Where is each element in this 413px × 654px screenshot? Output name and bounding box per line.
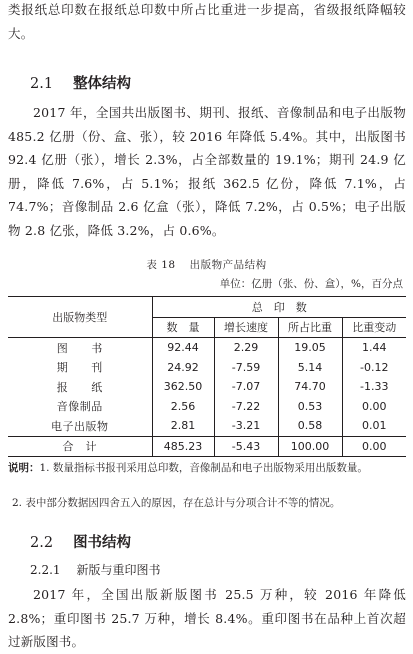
- row-label: 报 纸: [8, 377, 152, 397]
- column-header-type: 出版物类型: [8, 297, 152, 338]
- cell-growth: 2.29: [214, 338, 278, 358]
- section-heading-2-1: [30, 72, 131, 93]
- column-group-header: 总 印 数: [152, 297, 406, 318]
- cell-share: 5.14: [278, 358, 342, 378]
- cell-quantity: 2.81: [152, 416, 214, 436]
- subsection-number: 2.2.1: [30, 563, 61, 577]
- column-header-quantity: 数 量: [152, 317, 214, 338]
- table-header-row-1: [8, 297, 406, 318]
- table-caption-title: 出版物产品结构: [189, 259, 267, 271]
- table-row: [8, 358, 406, 378]
- subsection-title: 新版与重印图书: [76, 563, 161, 577]
- total-share-change: 0.00: [342, 436, 406, 457]
- note-label: 说明：: [8, 462, 40, 474]
- section-title: 整体结构: [73, 76, 132, 92]
- total-share: 100.00: [278, 436, 342, 457]
- cell-growth: -7.59: [214, 358, 278, 378]
- row-label: 电子出版物: [8, 416, 152, 436]
- table-caption: [0, 257, 413, 272]
- cell-quantity: 24.92: [152, 358, 214, 378]
- cell-quantity: 92.44: [152, 338, 214, 358]
- section-number: 2.1: [30, 76, 54, 92]
- cell-share-change: -1.33: [360, 380, 389, 394]
- total-growth: -5.43: [214, 436, 278, 457]
- cell-growth: -3.21: [214, 416, 278, 436]
- table-caption-number: 表 18: [146, 259, 176, 271]
- note-1-text: 1. 数量指标书报刊采用总印数，音像制品和电子出版物采用出版数量。: [39, 462, 368, 474]
- section-number: 2.2: [30, 535, 54, 551]
- paragraph-2-1: 2017 年，全国共出版图书、期刊、报纸、音像制品和电子出版物 485.2 亿册（份、盒、张），较 2016 年降低 5.4%。其中，出版图书 92.4 亿册（张），增长 2.3%，占全部数量的 19.1%；期刊 24.9 亿册，降低 7.6%，占 5.1%；报纸 362.5 亿份，降低 7.1%，占 74.7%；音像制品 2.6 亿盒（张），降低 7.2%，占 0.5%；电子出版物 2.8 亿张，降低 3.2%，占 0.6%。: [8, 105, 406, 238]
- cell-share-change: 1.44: [362, 341, 387, 355]
- cell-growth: -7.22: [214, 397, 278, 417]
- section-title: 图书结构: [73, 535, 132, 551]
- cell-quantity: 2.56: [152, 397, 214, 417]
- cell-share-change: 0.00: [362, 399, 387, 413]
- table-note-2: 2. 表中部分数据因四舍五入的原因，存在总计与分项合计不等的情况。: [12, 497, 341, 509]
- cell-share: 0.53: [278, 397, 342, 417]
- section-heading-2-2: [30, 531, 131, 552]
- intro-paragraph: 类报纸总印数在报纸总印数中所占比重进一步提高，省级报纸降幅较大。: [8, 2, 406, 41]
- paragraph-2-2-1: 2017 年，全国出版新版图书 25.5 万种，较 2016 年降低 2.8%；重印图书 25.7 万种，增长 8.4%。重印图书在品种上首次超过新版图书。: [8, 587, 406, 649]
- total-quantity: 485.23: [152, 436, 214, 457]
- row-label: 音像制品: [8, 397, 152, 417]
- cell-share: 74.70: [278, 377, 342, 397]
- product-structure-table: [8, 296, 406, 457]
- table-row: [8, 397, 406, 417]
- column-header-share-change: 比重变动: [342, 317, 406, 338]
- table-note-1: [8, 461, 406, 476]
- table-row: [8, 377, 406, 397]
- row-label: 期 刊: [8, 358, 152, 378]
- cell-quantity: 362.50: [152, 377, 214, 397]
- total-label: 合 计: [8, 436, 152, 457]
- cell-share-change: -0.12: [360, 360, 389, 374]
- column-header-growth: 增长速度: [214, 317, 278, 338]
- row-label: 图 书: [8, 338, 152, 358]
- table-total-row: [8, 436, 406, 457]
- table-row: [8, 338, 406, 358]
- table-row: [8, 416, 406, 436]
- cell-share-change: 0.01: [362, 419, 387, 433]
- table-unit: 单位：亿册（张、份、盒），%，百分点: [219, 278, 403, 290]
- cell-growth: -7.07: [214, 377, 278, 397]
- cell-share: 19.05: [278, 338, 342, 358]
- column-header-share: 所占比重: [278, 317, 342, 338]
- subsection-heading-2-2-1: [30, 561, 161, 578]
- cell-share: 0.58: [278, 416, 342, 436]
